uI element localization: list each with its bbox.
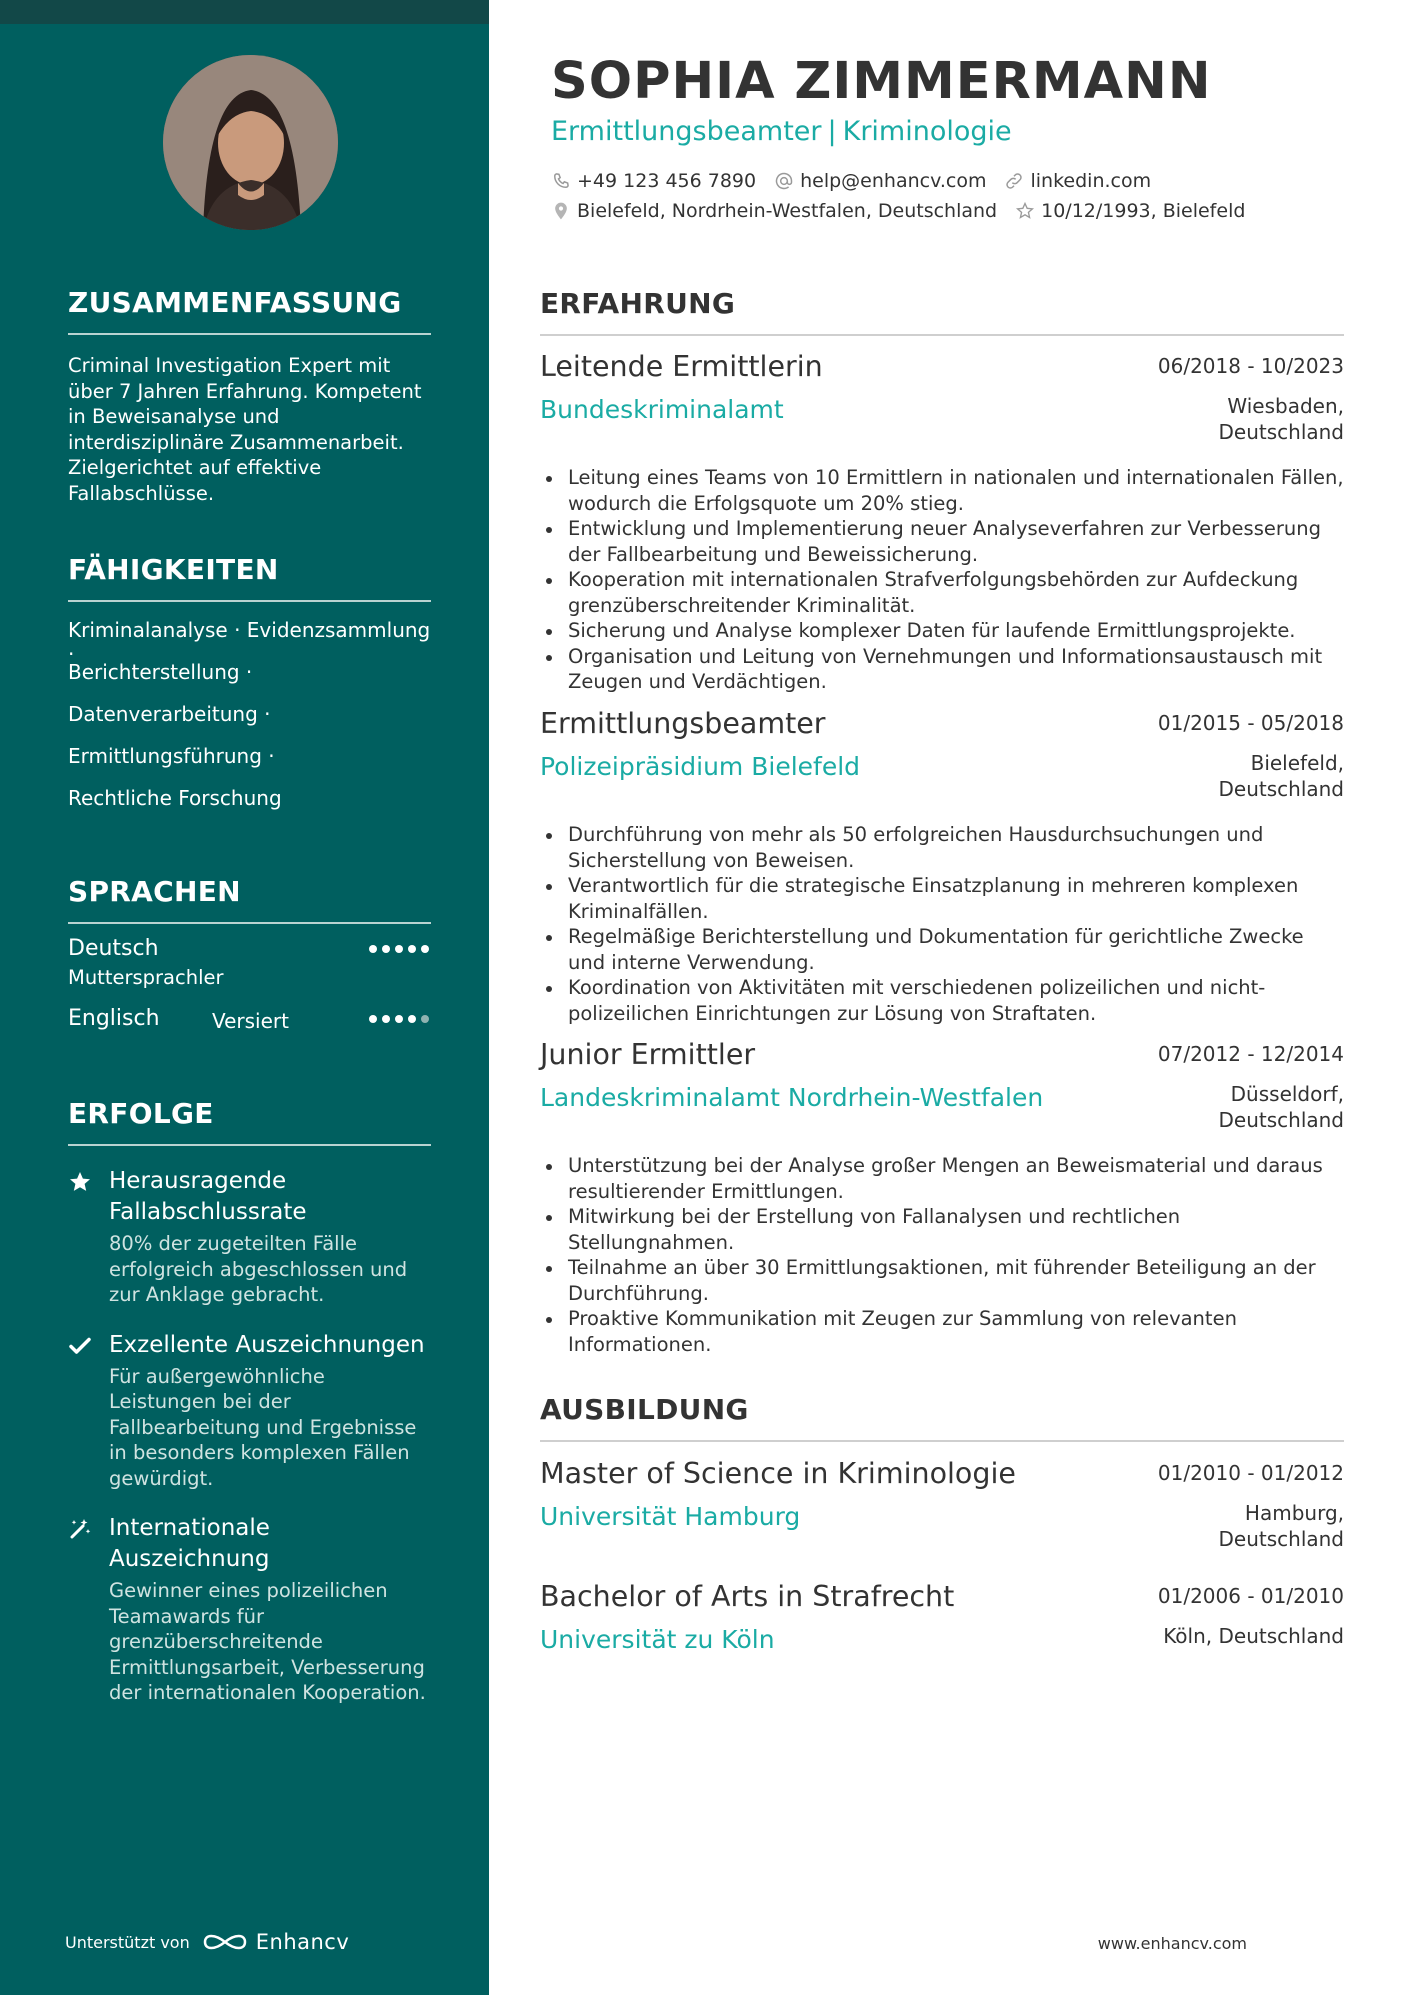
enhancv-logo[interactable] xyxy=(202,1930,350,1954)
school-location xyxy=(1163,1624,1344,1650)
contact-location xyxy=(551,200,997,222)
achievement-title: Herausragende Fallabschlussrate xyxy=(109,1168,307,1225)
degree-dates: 01/2010 - 01/2012 xyxy=(1157,1461,1344,1485)
headline-field: Kriminologie xyxy=(842,116,1012,147)
languages-heading: SPRACHEN xyxy=(68,875,431,924)
list-item: Proaktive Kommunikation mit Zeugen zur Sammlung von relevanten Informationen. xyxy=(540,1306,1344,1357)
avatar-photo xyxy=(163,55,338,230)
website-link[interactable]: www.enhancv.com xyxy=(1097,1934,1247,1953)
contact-row-1 xyxy=(551,170,1151,192)
degree-title: Master of Science in Kriminologie xyxy=(540,1457,1016,1490)
job-dates: 06/2018 - 10/2023 xyxy=(1157,354,1344,378)
rating-dot-filled xyxy=(382,1015,390,1023)
skill-line: Datenverarbeitung · xyxy=(68,702,271,726)
headline xyxy=(551,116,1012,147)
language-rating xyxy=(369,1015,429,1023)
achievement-desc: Gewinner eines polizeilichen Teamawards für grenzüberschreitende Ermittlungsarbeit, Verbesserung der internationalen Kooperation. xyxy=(109,1579,426,1704)
star-outline-icon xyxy=(1015,201,1035,221)
headline-role: Ermittlungsbeamter xyxy=(551,116,822,147)
education-heading: AUSBILDUNG xyxy=(540,1393,1344,1442)
summary-section xyxy=(68,286,431,506)
at-icon xyxy=(774,171,794,191)
school-location-country: Deutschland xyxy=(1218,1526,1344,1551)
headline-separator: | xyxy=(827,116,837,147)
job-location-city: Wiesbaden, xyxy=(1227,394,1344,418)
degree-dates: 01/2006 - 01/2010 xyxy=(1157,1584,1344,1608)
skills-section xyxy=(68,553,431,828)
job-bullets xyxy=(540,1153,1344,1357)
achievement-item xyxy=(68,1166,431,1308)
summary-heading: ZUSAMMENFASSUNG xyxy=(68,286,431,335)
summary-text: Criminal Investigation Expert mit über 7 Jahren Erfahrung. Kompetent in Beweisanalyse und interdisziplinäre Zusammenarbeit. Zielgerichtet auf effektive Fallabschlüsse. xyxy=(68,354,422,505)
experience-heading: ERFAHRUNG xyxy=(540,287,1344,336)
education-item xyxy=(540,1457,1344,1551)
achievement-item xyxy=(68,1330,431,1492)
birth-text: 10/12/1993, Bielefeld xyxy=(1041,200,1246,222)
language-name: Englisch xyxy=(68,1006,160,1031)
candidate-name: SOPHIA ZIMMERMANN xyxy=(551,52,1212,111)
language-rating xyxy=(369,945,429,953)
location-pin-icon xyxy=(551,201,571,221)
sidebar xyxy=(0,0,489,1995)
language-level: Versiert xyxy=(211,1009,289,1033)
list-item: Entwicklung und Implementierung neuer Analyseverfahren zur Verbesserung der Fallbearbeitung und Beweissicherung. xyxy=(540,516,1344,567)
language-level: Muttersprachler xyxy=(68,966,224,989)
rating-dot-filled xyxy=(369,1015,377,1023)
list-item: Regelmäßige Berichterstellung und Dokumentation für gerichtliche Zwecke und interne Verwendung. xyxy=(540,924,1344,975)
education-item xyxy=(540,1580,1344,1654)
list-item: Leitung eines Teams von 10 Ermittlern in nationalen und internationalen Fällen, wodurch die Erfolgsquote um 20% stieg. xyxy=(540,465,1344,516)
list-item: Organisation und Leitung von Vernehmungen und Informationsaustausch mit Zeugen und Verdächtigen. xyxy=(540,644,1344,695)
job-location-city: Düsseldorf, xyxy=(1230,1082,1344,1106)
job-dates: 07/2012 - 12/2014 xyxy=(1157,1042,1344,1066)
rating-dot-filled xyxy=(408,1015,416,1023)
list-item: Mitwirkung bei der Erstellung von Fallanalysen und rechtlichen Stellungnahmen. xyxy=(540,1204,1344,1255)
job-title: Ermittlungsbeamter xyxy=(540,707,826,740)
experience-item xyxy=(540,1038,1344,1357)
wand-icon xyxy=(68,1517,92,1541)
skills-heading: FÄHIGKEITEN xyxy=(68,553,431,602)
job-company: Polizeipräsidium Bielefeld xyxy=(540,752,861,781)
achievement-item xyxy=(68,1513,431,1706)
phone-text: +49 123 456 7890 xyxy=(577,170,757,192)
skill-line: Berichterstellung · xyxy=(68,660,253,684)
degree-title: Bachelor of Arts in Strafrecht xyxy=(540,1580,955,1613)
list-item: Sicherung und Analyse komplexer Daten für laufende Ermittlungsprojekte. xyxy=(540,618,1344,644)
school-name: Universität zu Köln xyxy=(540,1625,775,1654)
achievement-desc: 80% der zugeteilten Fälle erfolgreich abgeschlossen und zur Anklage gebracht. xyxy=(109,1232,408,1306)
rating-dot-empty xyxy=(421,1015,429,1023)
contact-email[interactable] xyxy=(774,170,986,192)
contact-row-2 xyxy=(551,200,1245,222)
job-bullets xyxy=(540,822,1344,1026)
powered-by-label: Unterstützt von xyxy=(65,1932,190,1952)
experience-item xyxy=(540,350,1344,695)
contact-phone[interactable] xyxy=(551,170,756,192)
rating-dot-filled xyxy=(421,945,429,953)
rating-dot-filled xyxy=(395,1015,403,1023)
school-location-city: Köln, Deutschland xyxy=(1163,1624,1344,1648)
list-item: Durchführung von mehr als 50 erfolgreichen Hausdurchsuchungen und Sicherstellung von Beweisen. xyxy=(540,822,1344,873)
enhancv-logo-icon xyxy=(202,1930,248,1954)
achievement-desc: Für außergewöhnliche Leistungen bei der Fallbearbeitung und Ergebnisse in besonders komplexen Fällen gewürdigt. xyxy=(109,1364,417,1490)
job-location-country: Deutschland xyxy=(1218,1107,1344,1132)
contact-linkedin[interactable] xyxy=(1004,170,1151,192)
job-location-country: Deutschland xyxy=(1218,776,1344,801)
email-text: help@enhancv.com xyxy=(800,170,987,192)
avatar xyxy=(163,55,338,230)
link-icon xyxy=(1004,171,1024,191)
achievements-section xyxy=(68,1097,431,1706)
job-title: Junior Ermittler xyxy=(540,1038,756,1071)
job-title: Leitende Ermittlerin xyxy=(540,350,823,383)
language-item-englisch xyxy=(68,994,431,1062)
language-item-deutsch xyxy=(68,924,431,992)
skill-line: Ermittlungsführung · xyxy=(68,744,275,768)
experience-item xyxy=(540,707,1344,1026)
check-icon xyxy=(68,1334,92,1358)
rating-dot-filled xyxy=(382,945,390,953)
job-location-city: Bielefeld, xyxy=(1250,751,1344,775)
achievements-heading: ERFOLGE xyxy=(68,1097,431,1146)
job-location xyxy=(1219,1082,1345,1133)
job-location-country: Deutschland xyxy=(1218,419,1344,444)
contact-birth xyxy=(1015,200,1245,222)
enhancv-brand: Enhancv xyxy=(255,1930,350,1954)
rating-dot-filled xyxy=(369,945,377,953)
language-name: Deutsch xyxy=(68,936,159,961)
rating-dot-filled xyxy=(408,945,416,953)
skill-line: Rechtliche Forschung xyxy=(68,786,282,810)
job-location xyxy=(1219,394,1345,445)
job-company: Bundeskriminalamt xyxy=(540,395,784,424)
main-content xyxy=(540,0,1344,1995)
list-item: Verantwortlich für die strategische Einsatzplanung in mehreren komplexen Kriminalfällen. xyxy=(540,873,1344,924)
languages-section xyxy=(68,875,431,1062)
sidebar-top-bar xyxy=(0,0,489,24)
location-text: Bielefeld, Nordrhein-Westfalen, Deutschland xyxy=(577,200,998,222)
school-name: Universität Hamburg xyxy=(540,1502,801,1531)
job-location xyxy=(1219,751,1345,802)
job-bullets xyxy=(540,465,1344,695)
job-company: Landeskriminalamt Nordrhein-Westfalen xyxy=(540,1083,1044,1112)
list-item: Kooperation mit internationalen Strafverfolgungsbehörden zur Aufdeckung grenzüberschreitender Kriminalität. xyxy=(540,567,1344,618)
skills-list xyxy=(68,618,431,828)
phone-icon xyxy=(551,171,571,191)
powered-by xyxy=(65,1930,349,1954)
school-location-city: Hamburg, xyxy=(1244,1501,1344,1525)
list-item: Teilnahme an über 30 Ermittlungsaktionen, mit führender Beteiligung an der Durchführung. xyxy=(540,1255,1344,1306)
rating-dot-filled xyxy=(395,945,403,953)
school-location xyxy=(1219,1501,1345,1552)
list-item: Koordination von Aktivitäten mit verschiedenen polizeilichen und nicht-polizeilichen Einrichtungen zur Lösung von Straftaten. xyxy=(540,975,1344,1026)
job-dates: 01/2015 - 05/2018 xyxy=(1157,711,1344,735)
achievement-title: Internationale Auszeichnung xyxy=(109,1515,270,1572)
linkedin-text: linkedin.com xyxy=(1030,170,1152,192)
achievement-title: Exzellente Auszeichnungen xyxy=(109,1331,425,1358)
list-item: Unterstützung bei der Analyse großer Mengen an Beweismaterial und daraus resultierender Ermittlungen. xyxy=(540,1153,1344,1204)
skill-line: Kriminalanalyse · Evidenzsammlung · xyxy=(68,618,431,666)
star-icon xyxy=(68,1170,92,1194)
